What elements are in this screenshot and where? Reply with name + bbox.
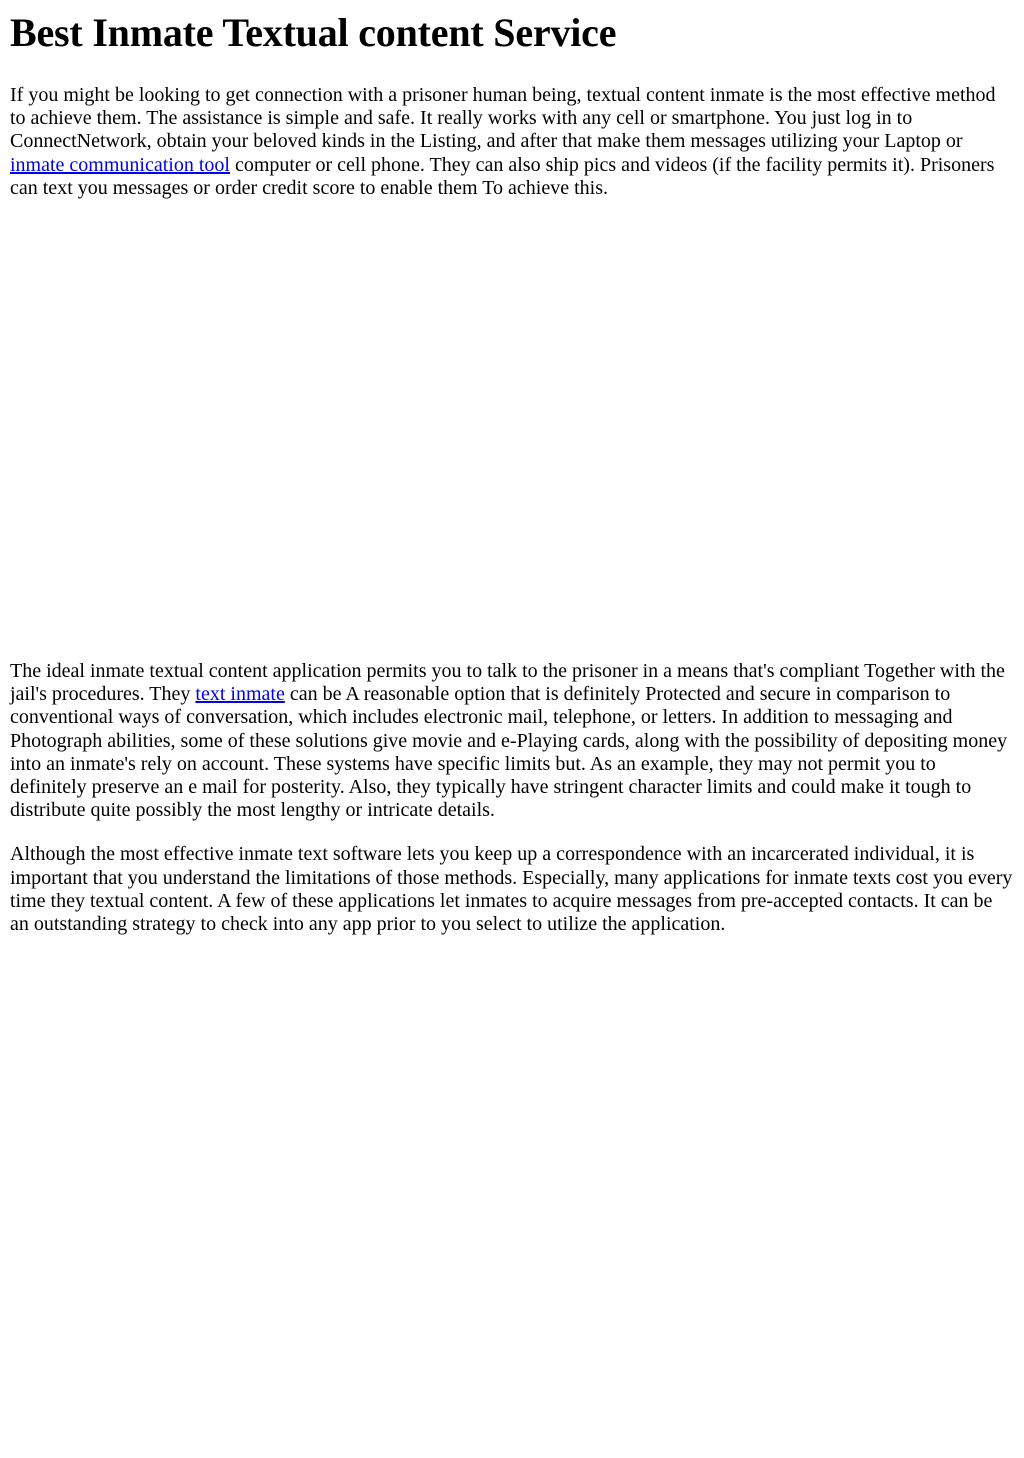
paragraph-intro	[10, 84, 1014, 200]
blank-space	[10, 200, 1014, 660]
page-title: Best Inmate Textual content Service	[10, 10, 617, 55]
text-inmate-link[interactable]: text inmate	[195, 683, 285, 706]
paragraph-app-options-text-before: The ideal inmate textual content application permits you to talk to the prisoner in a means that's compliant Together with the jail's procedures. They	[10, 660, 1005, 706]
inmate-communication-tool-link[interactable]: inmate communication tool	[10, 153, 230, 176]
article	[0, 10, 1024, 936]
paragraph-app-options	[10, 660, 1014, 822]
paragraph-intro-text-before: If you might be looking to get connection with a prisoner human being, textual content inmate is the most effective method to achieve them. The assistance is simple and safe. It really works with any cell or smartphone. You just log in to ConnectNetwork, obtain your beloved kinds in the Listing, and after that make them messages utilizing your Laptop or	[10, 84, 996, 153]
paragraph-app-options-text-after: can be A reasonable option that is definitely Protected and secure in comparison to conventional ways of conversation, which includes electronic mail, telephone, or letters. In addition to messaging and Photograph abilities, some of these solutions give movie and e-Playing cards, along with the possibility of depositing money into an inmate's rely on account. These systems have specific limits but. As an example, they may not permit you to definitely preserve an e mail for posterity. Also, they typically have stringent character limits and could make it tough to distribute quite possibly the most lengthy or intricate details.	[10, 683, 1008, 822]
paragraph-limitations: Although the most effective inmate text software lets you keep up a correspondence with an incarcerated individual, it is important that you understand the limitations of those methods. Especially, many applications for inmate texts cost you every time they textual content. A few of these applications let inmates to acquire messages from pre-accepted contacts. It can be an outstanding strategy to check into any app prior to you select to utilize the application.	[10, 843, 1013, 936]
paragraph-intro-text-after: computer or cell phone. They can also ship pics and videos (if the facility permits it). Prisoners can text you messages or order credit score to enable them To achieve this.	[10, 153, 995, 199]
